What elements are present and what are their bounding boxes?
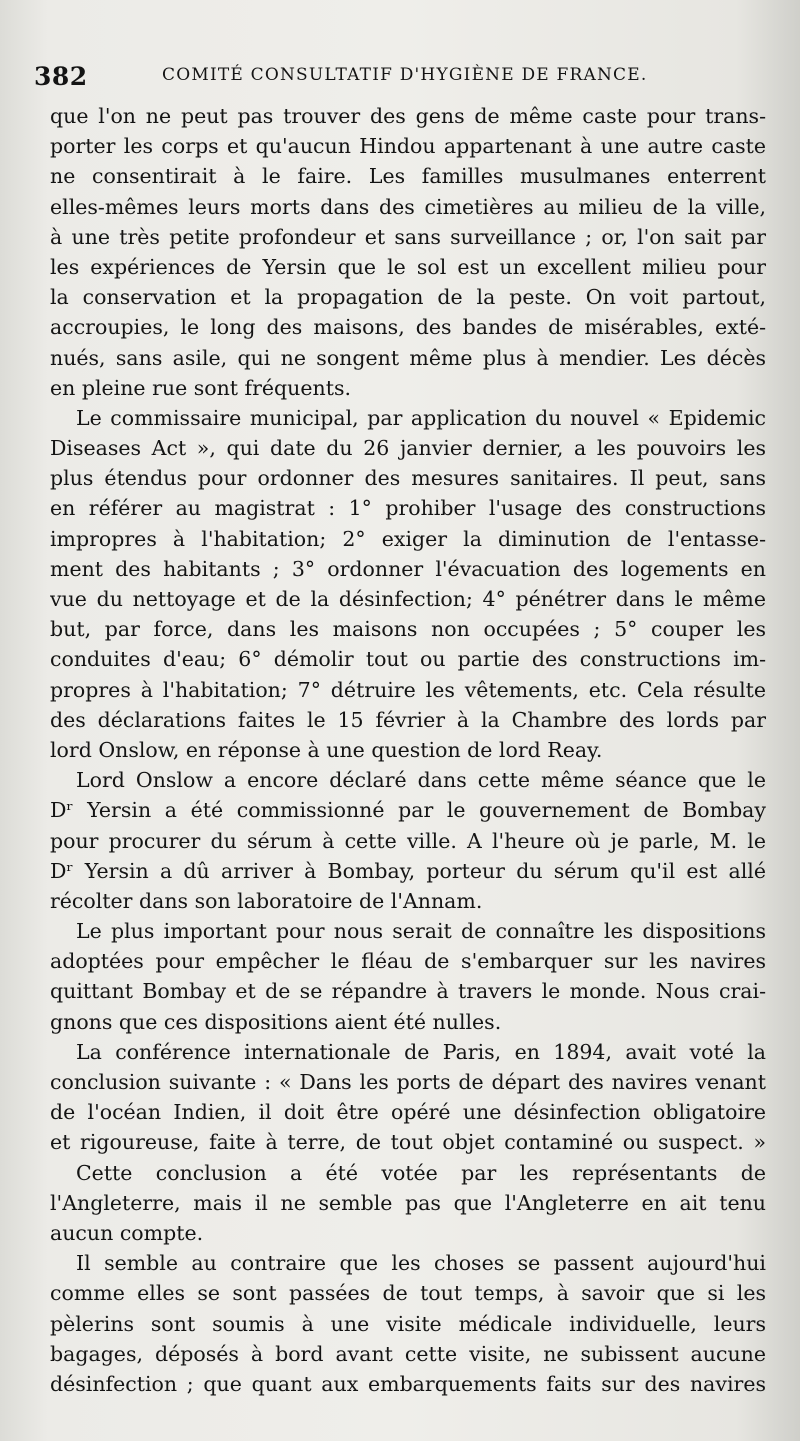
text-line: pour procurer du sérum à cette ville. A l'heure où je parle, M. le xyxy=(50,828,766,853)
text-line: plus étendus pour ordonner des mesures sanitaires. Il peut, sans xyxy=(50,466,766,491)
text-line: adoptées pour empêcher le fléau de s'embarquer sur les navires xyxy=(50,949,766,974)
text-line: récolter dans son laboratoire de l'Annam. xyxy=(50,888,483,913)
text-line: gnons que ces dispositions aient été nulles. xyxy=(50,1009,502,1034)
text-line: comme elles se sont passées de tout temps, à savoir que si les xyxy=(50,1281,766,1306)
body-text xyxy=(50,101,766,1399)
text-line: conclusion suivante : « Dans les ports de départ des navires venant xyxy=(50,1070,766,1094)
text-line: ne consentirait à le faire. Les familles musulmanes enterrent xyxy=(50,164,766,189)
text-line: des déclarations faites le 15 février à la Chambre des lords par xyxy=(50,707,766,732)
text-line: accroupies, le long des maisons, des bandes de misérables, exté- xyxy=(50,315,766,340)
text-line: pèlerins sont soumis à une visite médicale individuelle, leurs xyxy=(50,1311,766,1336)
page-header xyxy=(34,62,774,96)
text-line: que l'on ne peut pas trouver des gens de même caste pour trans- xyxy=(50,104,766,128)
text-line: conduites d'eau; 6° démolir tout ou partie des constructions im- xyxy=(50,647,766,672)
text-line: Dʳ Yersin a dû arriver à Bombay, porteur du sérum qu'il est allé xyxy=(50,858,766,883)
text-line: nués, sans asile, qui ne songent même plus à mendier. Les décès xyxy=(50,345,766,370)
text-line: vue du nettoyage et de la désinfection; 4° pénétrer dans le même xyxy=(50,587,766,611)
text-line: Le plus important pour nous serait de connaître les dispositions xyxy=(76,919,766,944)
text-line: désinfection ; que quant aux embarquements faits sur des navires xyxy=(50,1371,766,1396)
text-line: Cette conclusion a été votée par les représentants de xyxy=(76,1160,766,1185)
text-line: ment des habitants ; 3° ordonner l'évacuation des logements en xyxy=(50,556,766,581)
text-line: La conférence internationale de Paris, en 1894, avait voté la xyxy=(76,1039,766,1064)
running-title: COMITÉ CONSULTATIF D'HYGIÈNE DE FRANCE. xyxy=(162,65,648,85)
text-line: bagages, déposés à bord avant cette visite, ne subissent aucune xyxy=(50,1341,766,1366)
text-line: en pleine rue sont fréquents. xyxy=(50,375,351,400)
text-line: l'Angleterre, mais il ne semble pas que l'Angleterre en ait tenu xyxy=(50,1190,766,1215)
text-line: de l'océan Indien, il doit être opéré une désinfection obligatoire xyxy=(50,1100,766,1125)
text-line: aucun compte. xyxy=(50,1220,204,1245)
text-line: impropres à l'habitation; 2° exiger la diminution de l'entasse- xyxy=(50,526,766,551)
text-line: et rigoureuse, faite à terre, de tout objet contaminé ou suspect. » xyxy=(50,1130,766,1155)
text-line: les expériences de Yersin que le sol est un excellent milieu pour xyxy=(50,254,766,279)
text-line: en référer au magistrat : 1° prohiber l'usage des constructions xyxy=(50,496,766,521)
text-line: Diseases Act », qui date du 26 janvier dernier, a les pouvoirs les xyxy=(50,436,766,461)
text-line: propres à l'habitation; 7° détruire les vêtements, etc. Cela résulte xyxy=(50,677,766,702)
text-line: Lord Onslow a encore déclaré dans cette même séance que le xyxy=(76,768,766,793)
text-line: quittant Bombay et de se répandre à travers le monde. Nous crai- xyxy=(50,979,766,1004)
text-line: Dʳ Yersin a été commissionné par le gouvernement de Bombay xyxy=(50,798,766,823)
page-number: 382 xyxy=(34,62,88,91)
text-line: porter les corps et qu'aucun Hindou appartenant à une autre caste xyxy=(50,134,766,159)
text-line: la conservation et la propagation de la peste. On voit partout, xyxy=(50,285,766,310)
text-line: Le commissaire municipal, par application du nouvel « Epidemic xyxy=(76,405,766,430)
text-line: but, par force, dans les maisons non occupées ; 5° couper les xyxy=(50,617,766,642)
text-line: lord Onslow, en réponse à une question de lord Reay. xyxy=(50,737,603,762)
text-line: elles-mêmes leurs morts dans des cimetières au milieu de la ville, xyxy=(50,194,766,219)
text-line: à une très petite profondeur et sans surveillance ; or, l'on sait par xyxy=(50,224,766,249)
text-line: Il semble au contraire que les choses se passent aujourd'hui xyxy=(76,1251,766,1276)
